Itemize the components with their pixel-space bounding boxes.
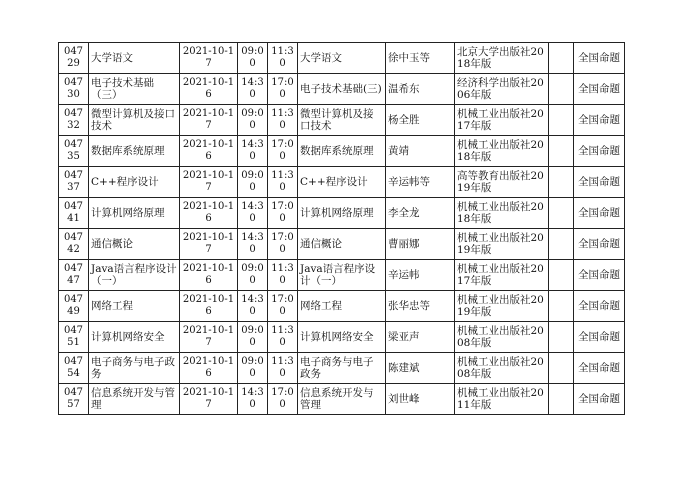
exam-date-cell: 2021-10-17: [180, 43, 238, 74]
publisher-cell: 北京大学出版社2018年版: [455, 43, 549, 74]
course-code-cell: 04737: [59, 167, 89, 198]
publisher-cell: 机械工业出版社2017年版: [455, 260, 549, 291]
course-code-cell: 04729: [59, 43, 89, 74]
author-cell: 温希东: [386, 74, 455, 105]
note-cell: [549, 43, 574, 74]
table-row: [59, 43, 625, 74]
course-name-cell: 电子商务与电子政务: [89, 353, 180, 384]
table-row: [59, 229, 625, 260]
end-time-cell: 11:30: [268, 353, 298, 384]
start-time-cell: 09:00: [238, 105, 268, 136]
author-cell: 陈建斌: [386, 353, 455, 384]
note-cell: [549, 260, 574, 291]
exam-type-cell: 全国命题: [574, 384, 625, 415]
note-cell: [549, 384, 574, 415]
author-cell: 曹丽娜: [386, 229, 455, 260]
exam-date-cell: 2021-10-17: [180, 229, 238, 260]
exam-type-cell: 全国命题: [574, 136, 625, 167]
course-name-cell: 信息系统开发与管理: [89, 384, 180, 415]
note-cell: [549, 105, 574, 136]
exam-date-cell: 2021-10-17: [180, 105, 238, 136]
exam-type-cell: 全国命题: [574, 167, 625, 198]
exam-type-cell: 全国命题: [574, 353, 625, 384]
table-row: [59, 105, 625, 136]
exam-date-cell: 2021-10-16: [180, 260, 238, 291]
exam-type-cell: 全国命题: [574, 43, 625, 74]
course-name-cell: 电子技术基础（三）: [89, 74, 180, 105]
publisher-cell: 机械工业出版社2018年版: [455, 136, 549, 167]
course-code-cell: 04742: [59, 229, 89, 260]
exam-schedule-table: [58, 42, 625, 415]
course-code-cell: 04730: [59, 74, 89, 105]
start-time-cell: 09:00: [238, 260, 268, 291]
exam-type-cell: 全国命题: [574, 198, 625, 229]
publisher-cell: 机械工业出版社2008年版: [455, 322, 549, 353]
publisher-cell: 机械工业出版社2017年版: [455, 105, 549, 136]
exam-schedule-body: [59, 43, 625, 415]
note-cell: [549, 353, 574, 384]
note-cell: [549, 198, 574, 229]
exam-type-cell: 全国命题: [574, 291, 625, 322]
author-cell: 辛运帏等: [386, 167, 455, 198]
author-cell: 李全龙: [386, 198, 455, 229]
textbook-title-cell: 数据库系统原理: [298, 136, 386, 167]
table-row: [59, 136, 625, 167]
author-cell: 杨全胜: [386, 105, 455, 136]
course-code-cell: 04754: [59, 353, 89, 384]
exam-date-cell: 2021-10-16: [180, 74, 238, 105]
course-name-cell: Java语言程序设计（一）: [89, 260, 180, 291]
start-time-cell: 14:30: [238, 74, 268, 105]
note-cell: [549, 74, 574, 105]
table-row: [59, 291, 625, 322]
course-code-cell: 04735: [59, 136, 89, 167]
start-time-cell: 14:30: [238, 384, 268, 415]
course-name-cell: 数据库系统原理: [89, 136, 180, 167]
author-cell: 辛运帏: [386, 260, 455, 291]
publisher-cell: 机械工业出版社2019年版: [455, 291, 549, 322]
textbook-title-cell: 计算机网络原理: [298, 198, 386, 229]
textbook-title-cell: 通信概论: [298, 229, 386, 260]
publisher-cell: 高等教育出版社2019年版: [455, 167, 549, 198]
course-code-cell: 04741: [59, 198, 89, 229]
exam-date-cell: 2021-10-16: [180, 136, 238, 167]
publisher-cell: 机械工业出版社2018年版: [455, 198, 549, 229]
textbook-title-cell: 微型计算机及接口技术: [298, 105, 386, 136]
exam-date-cell: 2021-10-17: [180, 384, 238, 415]
exam-date-cell: 2021-10-17: [180, 167, 238, 198]
start-time-cell: 09:00: [238, 322, 268, 353]
course-name-cell: 通信概论: [89, 229, 180, 260]
course-code-cell: 04751: [59, 322, 89, 353]
exam-type-cell: 全国命题: [574, 74, 625, 105]
start-time-cell: 14:30: [238, 229, 268, 260]
table-row: [59, 74, 625, 105]
start-time-cell: 09:00: [238, 43, 268, 74]
textbook-title-cell: 网络工程: [298, 291, 386, 322]
textbook-title-cell: C++程序设计: [298, 167, 386, 198]
note-cell: [549, 136, 574, 167]
end-time-cell: 11:30: [268, 167, 298, 198]
note-cell: [549, 229, 574, 260]
end-time-cell: 17:00: [268, 136, 298, 167]
publisher-cell: 经济科学出版社2006年版: [455, 74, 549, 105]
end-time-cell: 17:00: [268, 291, 298, 322]
author-cell: 张华忠等: [386, 291, 455, 322]
end-time-cell: 11:30: [268, 105, 298, 136]
start-time-cell: 09:00: [238, 167, 268, 198]
exam-date-cell: 2021-10-16: [180, 198, 238, 229]
table-row: [59, 198, 625, 229]
start-time-cell: 09:00: [238, 353, 268, 384]
table-row: [59, 260, 625, 291]
exam-type-cell: 全国命题: [574, 322, 625, 353]
exam-date-cell: 2021-10-16: [180, 353, 238, 384]
author-cell: 梁亚声: [386, 322, 455, 353]
exam-type-cell: 全国命题: [574, 260, 625, 291]
exam-date-cell: 2021-10-17: [180, 322, 238, 353]
course-name-cell: 网络工程: [89, 291, 180, 322]
note-cell: [549, 322, 574, 353]
table-row: [59, 167, 625, 198]
end-time-cell: 17:00: [268, 384, 298, 415]
publisher-cell: 机械工业出版社2008年版: [455, 353, 549, 384]
course-code-cell: 04747: [59, 260, 89, 291]
textbook-title-cell: 计算机网络安全: [298, 322, 386, 353]
course-code-cell: 04732: [59, 105, 89, 136]
note-cell: [549, 167, 574, 198]
table-row: [59, 353, 625, 384]
exam-type-cell: 全国命题: [574, 105, 625, 136]
author-cell: 刘世峰: [386, 384, 455, 415]
note-cell: [549, 291, 574, 322]
exam-date-cell: 2021-10-16: [180, 291, 238, 322]
textbook-title-cell: 电子技术基础(三): [298, 74, 386, 105]
end-time-cell: 17:00: [268, 229, 298, 260]
textbook-title-cell: 电子商务与电子政务: [298, 353, 386, 384]
table-row: [59, 322, 625, 353]
course-name-cell: 计算机网络安全: [89, 322, 180, 353]
course-code-cell: 04749: [59, 291, 89, 322]
end-time-cell: 17:00: [268, 198, 298, 229]
end-time-cell: 11:30: [268, 43, 298, 74]
course-name-cell: 微型计算机及接口技术: [89, 105, 180, 136]
publisher-cell: 机械工业出版社2019年版: [455, 229, 549, 260]
textbook-title-cell: 大学语文: [298, 43, 386, 74]
author-cell: 徐中玉等: [386, 43, 455, 74]
start-time-cell: 14:30: [238, 291, 268, 322]
course-code-cell: 04757: [59, 384, 89, 415]
table-row: [59, 384, 625, 415]
end-time-cell: 11:30: [268, 322, 298, 353]
author-cell: 黄靖: [386, 136, 455, 167]
course-name-cell: 计算机网络原理: [89, 198, 180, 229]
start-time-cell: 14:30: [238, 136, 268, 167]
exam-type-cell: 全国命题: [574, 229, 625, 260]
end-time-cell: 11:30: [268, 260, 298, 291]
start-time-cell: 14:30: [238, 198, 268, 229]
course-name-cell: 大学语文: [89, 43, 180, 74]
end-time-cell: 17:00: [268, 74, 298, 105]
publisher-cell: 机械工业出版社2011年版: [455, 384, 549, 415]
textbook-title-cell: 信息系统开发与管理: [298, 384, 386, 415]
course-name-cell: C++程序设计: [89, 167, 180, 198]
textbook-title-cell: Java语言程序设计（一）: [298, 260, 386, 291]
